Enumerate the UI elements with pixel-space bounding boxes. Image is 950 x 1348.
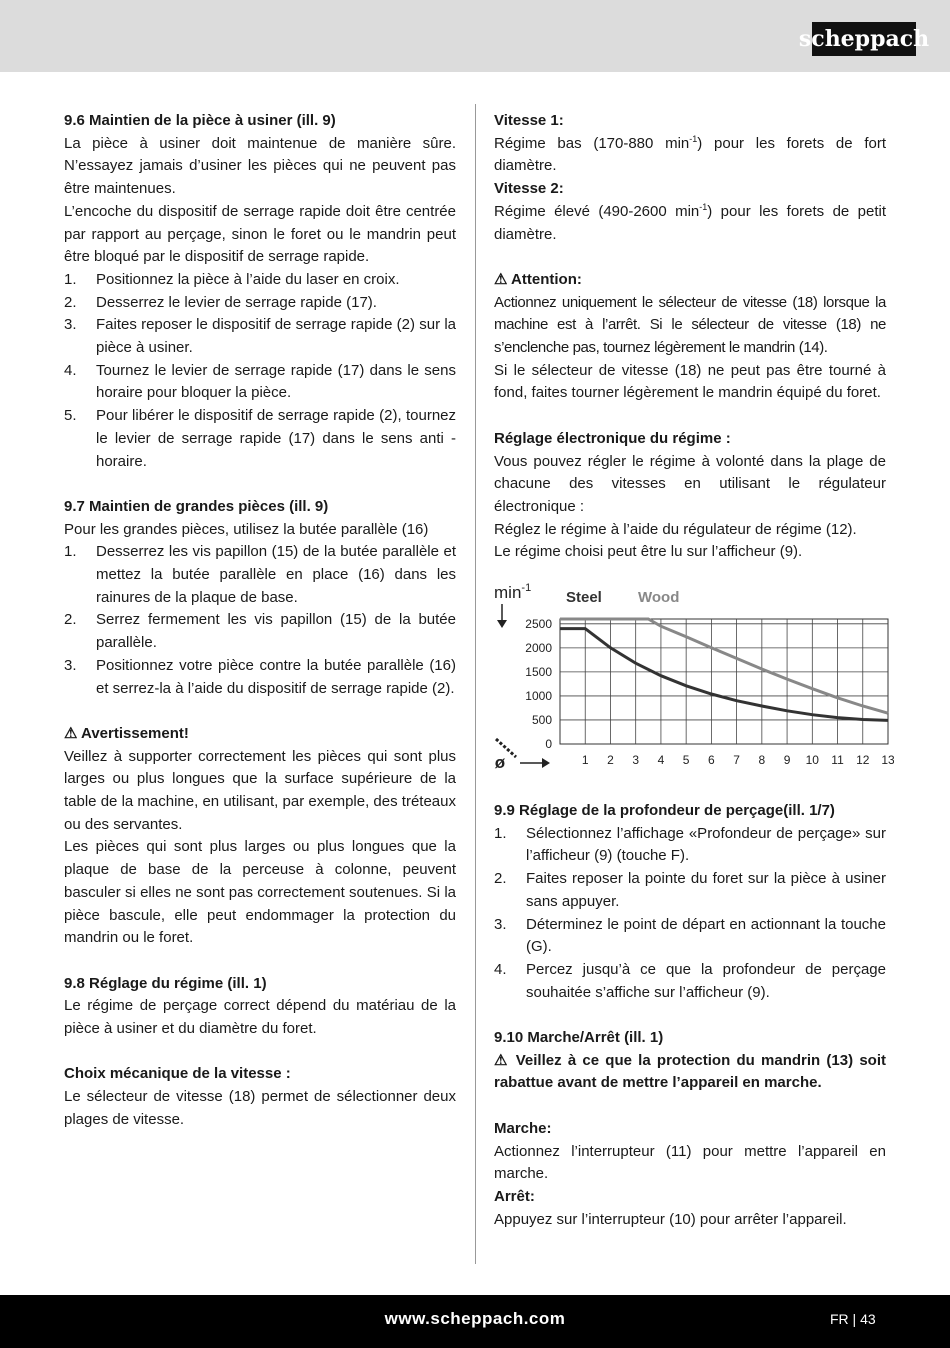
y-tick-label: 1000 <box>525 688 552 703</box>
section-9-9-title: 9.9 Réglage de la profondeur de perçage(ill. 1/7) <box>494 802 835 820</box>
x-tick-label: 6 <box>708 753 715 768</box>
paragraph: Le sélecteur de vitesse (18) permet de sélectionner deux plages de vitesse. <box>64 1088 456 1128</box>
list-item: 1. Sélectionnez l’affichage «Profondeur de perçage» sur l’afficheur (9) (touche F). <box>494 824 886 865</box>
paragraph: Appuyez sur l’interrupteur (10) pour arrêter l’appareil. <box>494 1210 847 1228</box>
x-tick-label: 5 <box>682 753 690 768</box>
left-column <box>64 110 456 1132</box>
speed-chart <box>494 574 894 774</box>
list-item: 2. Desserrez le levier de serrage rapide (17). <box>64 293 377 311</box>
list-9-6 <box>64 269 456 473</box>
warning-title: ⚠ Avertissement! <box>64 724 189 742</box>
list-9-7 <box>64 541 456 700</box>
speed-chart-svg <box>494 574 894 774</box>
y-axis-label: $\min^{-1}$ <box>494 582 532 603</box>
list-item: 1. Desserrez les vis papillon (15) de la butée parallèle et mettez la butée parallèle en place (16) dans les rainures de la plaque de base. <box>64 543 456 606</box>
section-9-7-title: 9.7 Maintien de grandes pièces (ill. 9) <box>64 497 329 515</box>
paragraph: Régime élevé (490-2600 $\min^{-1}$) pour les forets de petit diamètre. <box>494 201 886 243</box>
list-9-9 <box>494 823 886 1005</box>
y-tick-label: 500 <box>531 712 552 727</box>
chuck-guard-warning: ⚠ Veillez à ce que la protection du mandrin (13) soit rabattue avant de mettre l’appareil en marche. <box>494 1051 886 1092</box>
list-item: 3. Faites reposer le dispositif de serrage rapide (2) sur la pièce à usiner. <box>64 316 456 357</box>
paragraph: Si le sélecteur de vitesse (18) ne peut pas être tourné à fond, faites tourner légèrement le mandrin équipé du foret. <box>494 361 886 402</box>
paragraph: Réglez le régime à l’aide du régulateur de régime (12). <box>494 520 857 538</box>
x-tick-label: 9 <box>783 753 791 768</box>
paragraph: Régime bas (170-880 $\min^{-1}$) pour les forets de fort diamètre. <box>494 133 887 175</box>
on-title: Marche: <box>494 1119 552 1137</box>
page-footer <box>0 1295 950 1348</box>
paragraph: Actionnez uniquement le sélecteur de vitesse (18) lorsque la machine est à l’arrêt. Si le sélecteur de vitesse (18) ne s’enclenche pas, tournez légèrement le mandrin (14). <box>494 293 886 357</box>
paragraph: Le régime choisi peut être lu sur l’afficheur (9). <box>494 543 803 561</box>
legend-wood: Wood <box>638 589 680 607</box>
speed-2-title: Vitesse 2: <box>494 180 564 198</box>
x-tick-label: 11 <box>831 753 844 768</box>
series-line-wood <box>560 619 888 713</box>
plot-frame <box>560 619 888 744</box>
legend-steel: Steel <box>566 589 602 607</box>
x-tick-label: 2 <box>607 753 614 768</box>
paragraph: Vous pouvez régler le régime à volonté dans la plage de chacune des vitesses en utilisant le régulateur électronique : <box>494 452 886 515</box>
paragraph: Veillez à supporter correctement les pièces qui sont plus larges ou plus longues que la surface supérieure de la table de la machine, en utilisant, par exemple, des tréteaux ou des servantes. <box>64 747 456 833</box>
electronic-speed-title: Réglage électronique du régime : <box>494 429 731 447</box>
list-item: 3. Positionnez votre pièce contre la butée parallèle (16) et serrez-la à l’aide du dispositif de serrage rapide (2). <box>64 656 456 697</box>
list-item: 1. Positionnez la pièce à l’aide du laser en croix. <box>64 270 400 288</box>
x-tick-label: 13 <box>881 753 894 768</box>
paragraph: Les pièces qui sont plus larges ou plus longues que la plaque de base de la perceuse à colonne, peuvent basculer si elles ne sont pas correctement soutenues. Si la pièce bascule, elle peut endommager la protection du mandrin ou le foret. <box>64 838 456 947</box>
right-column <box>494 110 894 1231</box>
x-tick-label: 10 <box>805 753 819 768</box>
y-tick-label: 1500 <box>525 664 552 679</box>
paragraph: Le régime de perçage correct dépend du matériau de la pièce à usiner et du diamètre du foret. <box>64 997 456 1038</box>
list-item: 4. Tournez le levier de serrage rapide (17) dans le sens horaire pour bloquer la pièce. <box>64 361 456 402</box>
y-tick-label: 2500 <box>525 616 552 631</box>
list-item: 4. Percez jusqu’à ce que la profondeur de perçage souhaitée s’affiche sur l’afficheur (9). <box>494 960 886 1001</box>
series-line-steel <box>560 629 888 721</box>
list-item: 2. Faites reposer la pointe du foret sur la pièce à usiner sans appuyer. <box>494 870 886 910</box>
x-tick-label: 12 <box>856 753 870 768</box>
mechanical-speed-title: Choix mécanique de la vitesse : <box>64 1065 291 1083</box>
paragraph: Pour les grandes pièces, utilisez la butée parallèle (16) <box>64 520 429 538</box>
speed-1-title: Vitesse 1: <box>494 112 564 129</box>
attention-title: ⚠ Attention: <box>494 270 582 288</box>
x-tick-label: 7 <box>733 753 740 768</box>
column-divider <box>475 104 476 1264</box>
y-tick-label: 2000 <box>525 640 552 655</box>
section-9-10-title: 9.10 Marche/Arrêt (ill. 1) <box>494 1029 664 1047</box>
section-9-6-title: 9.6 Maintien de la pièce à usiner (ill. 9) <box>64 112 336 129</box>
list-item: 3. Déterminez le point de départ en actionnant la touche (G). <box>494 915 886 956</box>
y-tick-label: 0 <box>545 737 552 752</box>
scheppach-logo: scheppach <box>812 22 916 56</box>
list-item: 2. Serrez fermement les vis papillon (15) de la butée parallèle. <box>64 611 456 652</box>
y-arrow-head <box>497 620 507 628</box>
x-tick-label: 4 <box>657 753 665 768</box>
x-axis-label: ø <box>494 753 506 773</box>
list-item: 5. Pour libérer le dispositif de serrage rapide (2), tournez le levier de serrage rapide (17) dans le sens anti -horaire. <box>64 407 456 470</box>
x-tick-label: 3 <box>632 753 640 768</box>
page-number: FR | 43 <box>830 1311 876 1327</box>
paragraph: Actionnez l’interrupteur (11) pour mettre l’appareil en marche. <box>494 1142 886 1183</box>
page-header <box>0 0 950 72</box>
paragraph: L’encoche du dispositif de serrage rapide doit être centrée par rapport au perçage, sinon le foret ou le mandrin peut être bloqué par le dispositif de serrage rapide. <box>64 202 456 266</box>
website-link[interactable]: www.scheppach.com <box>384 1309 566 1328</box>
x-arrow-head <box>542 758 550 768</box>
x-tick-label: 1 <box>581 753 589 768</box>
x-tick-label: 8 <box>758 753 766 768</box>
paragraph: La pièce à usiner doit maintenue de manière sûre. N’essayez jamais d’usiner les pièces qui ne peuvent pas être maintenues. <box>64 134 456 198</box>
section-9-8-title: 9.8 Réglage du régime (ill. 1) <box>64 974 267 992</box>
off-title: Arrêt: <box>494 1187 535 1205</box>
